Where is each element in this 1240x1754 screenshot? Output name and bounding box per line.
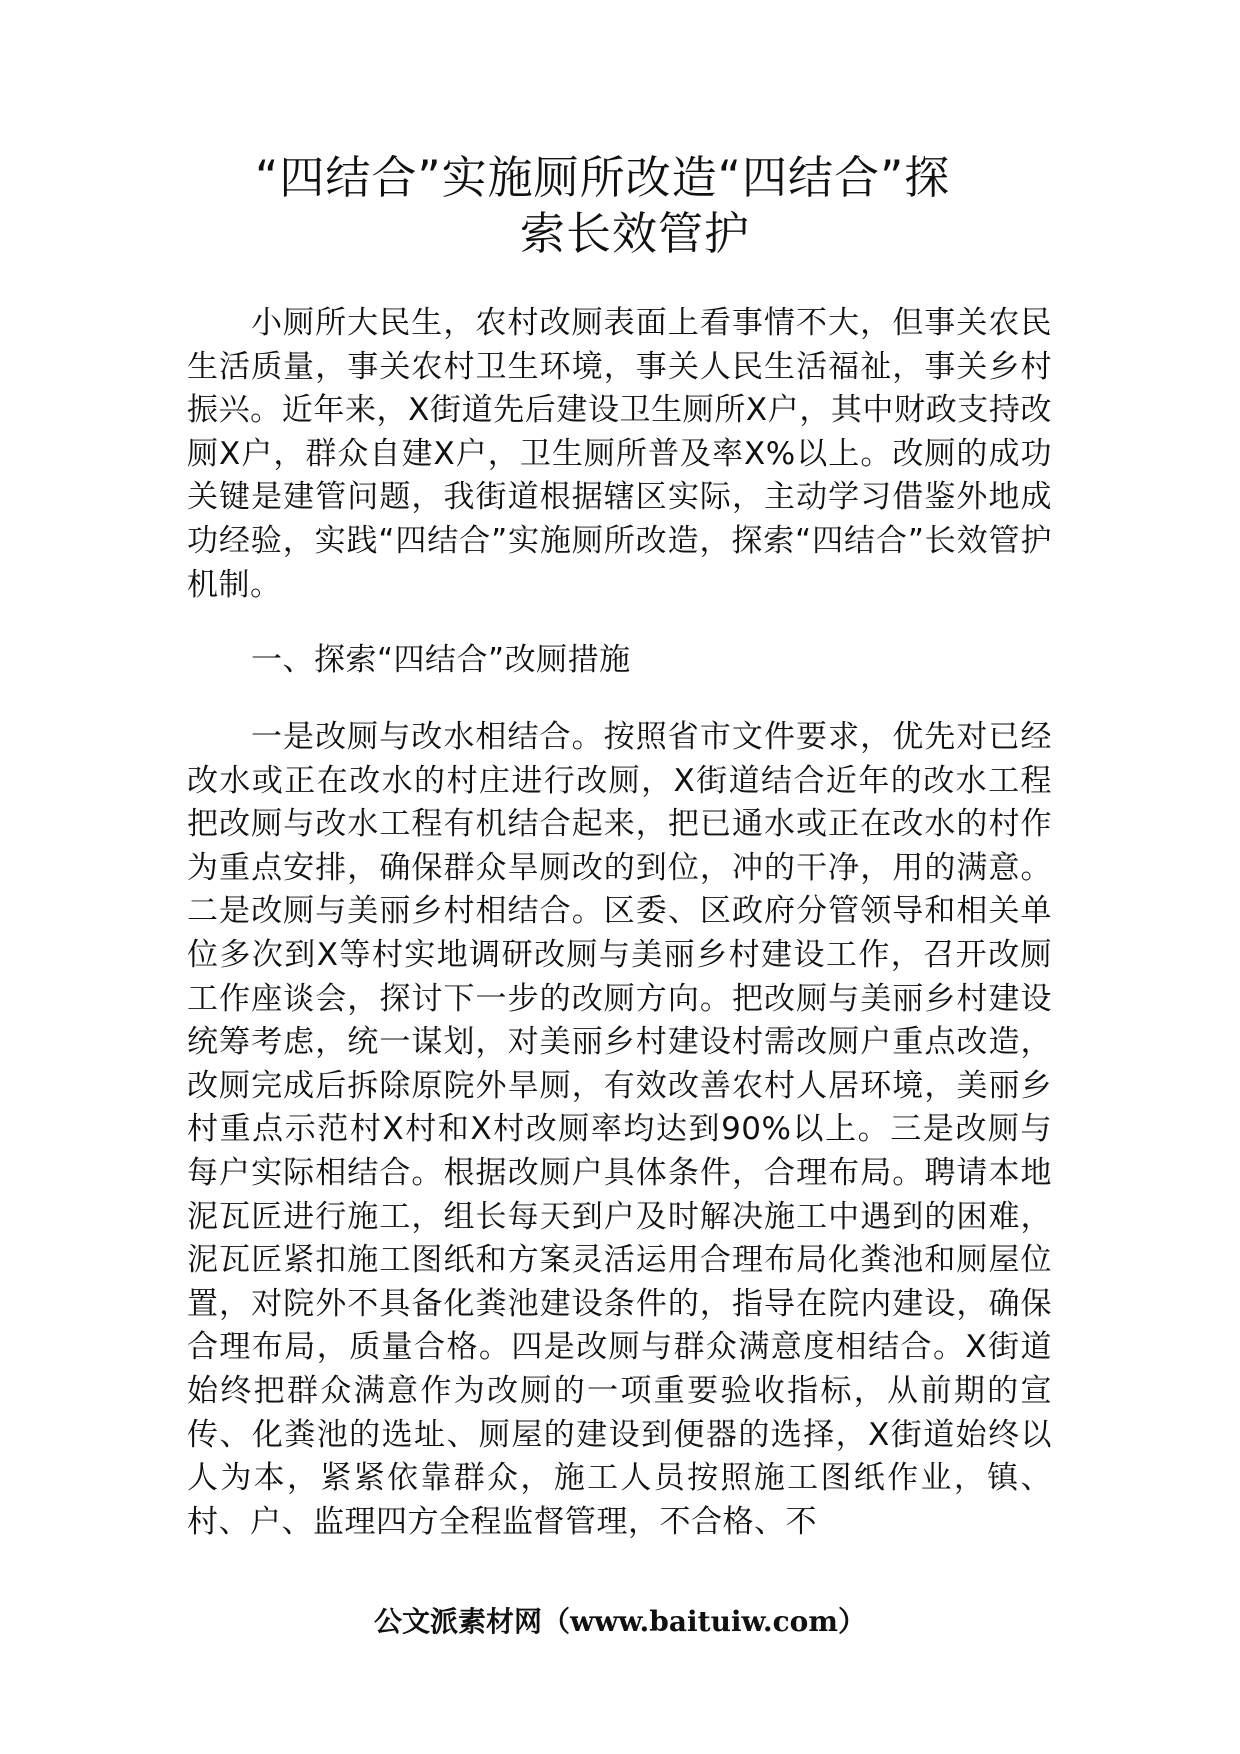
section-heading: 一、探索“四结合”改厕措施: [251, 642, 631, 678]
intro-paragraph: 小厕所大民生，农村改厕表面上看事情不大，但事关农民生活质量，事关农村卫生环境，事关人民生活福祉，事关乡村振兴。近年来，X街道先后建设卫生厕所X户，其中财政支持改厕X户，群众自建X户，卫生厕所普及率X%以上。改厕的成功关键是建管问题，我街道根据辖区实际，主动学习借鉴外地成功经验，实践“四结合”实施厕所改造，探索“四结合”长效管护机制。: [187, 305, 1052, 603]
main-paragraph: 一是改厕与改水相结合。按照省市文件要求，优先对已经改水或正在改水的村庄进行改厕，X街道结合近年的改水工程把改厕与改水工程有机结合起来，把已通水或正在改水的村作为重点安排，确保群众旱厕改的到位，冲的干净，用的满意。二是改厕与美丽乡村相结合。区委、区政府分管领导和相关单位多次到X等村实地调研改厕与美丽乡村建设工作，召开改厕工作座谈会，探讨下一步的改厕方向。把改厕与美丽乡村建设统筹考虑，统一谋划，对美丽乡村建设村需改厕户重点改造，改厕完成后拆除原院外旱厕，有效改善农村人居环境，美丽乡村重点示范村X村和X村改厕率均达到90%以上。三是改厕与每户实际相结合。根据改厕户具体条件，合理布局。聘请本地泥瓦匠进行施工，组长每天到户及时解决施工中遇到的困难，泥瓦匠紧扣施工图纸和方案灵活运用合理布局化粪池和厕屋位置，对院外不具备化粪池建设条件的，指导在院内建设，确保合理布局，质量合格。四是改厕与群众满意度相结合。X街道始终把群众满意作为改厕的一项重要验收指标，从前期的宣传、化粪池的选址、厕屋的建设到便器的选择，X街道始终以人为本，紧紧依靠群众，施工人员按照施工图纸作业，镇、村、户、监理四方全程监督管理，不合格、不: [187, 719, 1052, 1540]
title-line-2: 索长效管护: [519, 207, 750, 260]
footer-watermark: 公文派素材网（www.baituiw.com）: [374, 1605, 866, 1638]
document-title: [255, 150, 1055, 262]
title-line-1: “四结合”实施厕所改造“四结合”探: [255, 151, 951, 204]
